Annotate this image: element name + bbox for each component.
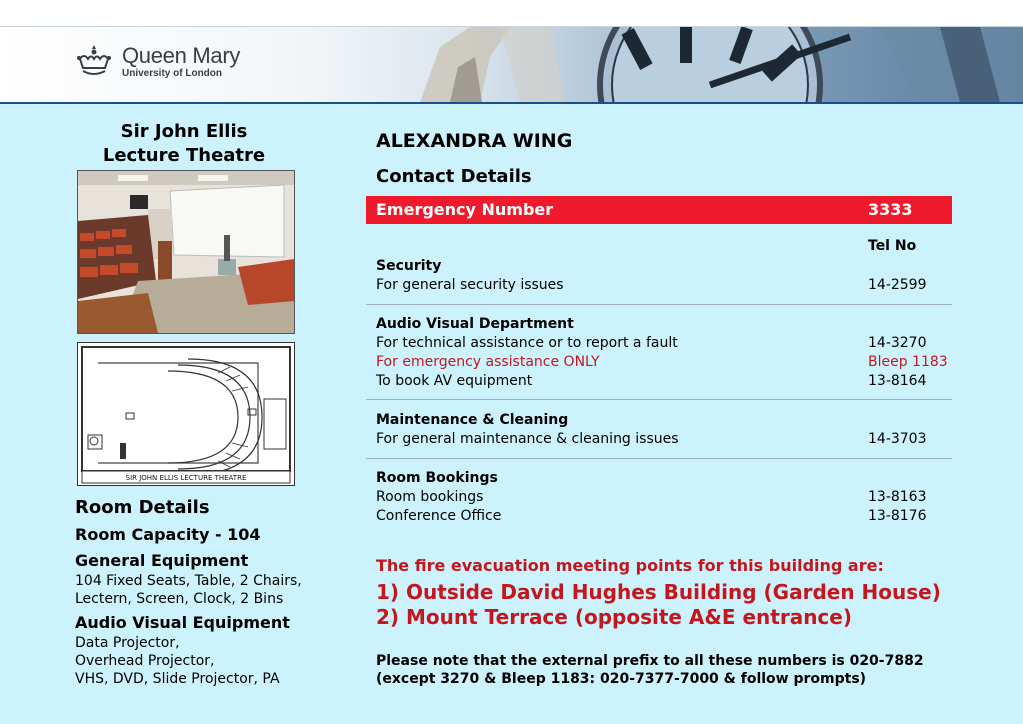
contact-row <box>376 353 952 372</box>
contact-label: To book AV equipment <box>376 373 533 389</box>
header-banner <box>0 27 1023 102</box>
emergency-label: Emergency Number <box>376 200 554 219</box>
section-heading: Security <box>376 258 442 274</box>
general-equipment-heading: General Equipment <box>75 551 249 570</box>
room-capacity: Room Capacity - 104 <box>75 525 261 544</box>
contact-number: 14-2599 <box>868 277 927 293</box>
section-heading: Maintenance & Cleaning <box>376 412 569 428</box>
lecture-theatre-photo <box>77 170 295 334</box>
left-column <box>75 104 302 687</box>
contact-label: For emergency assistance ONLY <box>376 354 600 370</box>
room-details-heading: Room Details <box>75 497 210 518</box>
contact-details-heading: Contact Details <box>376 166 532 187</box>
av-equipment-line: VHS, DVD, Slide Projector, PA <box>75 671 280 687</box>
prefix-note <box>376 652 976 688</box>
fire-meeting-point: 1) Outside David Hughes Building (Garden House) <box>376 580 941 604</box>
contact-row <box>376 276 952 295</box>
prefix-note-line: Please note that the external prefix to all these numbers is 020-7882 <box>376 653 924 669</box>
contact-label: Conference Office <box>376 508 502 524</box>
section-divider <box>366 458 952 459</box>
room-details <box>75 496 335 688</box>
building-name: ALEXANDRA WING <box>376 130 573 152</box>
university-logo[interactable] <box>74 41 241 89</box>
contact-row <box>376 488 952 507</box>
av-equipment-heading: Audio Visual Equipment <box>75 613 290 632</box>
fire-evacuation-intro: The fire evacuation meeting points for this building are: <box>376 556 884 575</box>
clock-tower-photo <box>380 27 1023 102</box>
contact-number: 14-3703 <box>868 431 927 447</box>
contact-row <box>376 507 952 526</box>
emergency-number: 3333 <box>868 200 913 219</box>
section-heading: Room Bookings <box>376 470 498 486</box>
floor-plan <box>77 342 295 486</box>
main-panel <box>0 104 1023 724</box>
contact-label: For general maintenance & cleaning issues <box>376 431 679 447</box>
logo-name: Queen Mary <box>122 43 241 68</box>
logo-subtitle: University of London <box>122 68 222 79</box>
fire-meeting-point: 2) Mount Terrace (opposite A&E entrance) <box>376 605 852 629</box>
av-equipment-line: Overhead Projector, <box>75 653 215 669</box>
contact-number: 13-8176 <box>868 508 927 524</box>
emergency-number-bar <box>366 196 952 224</box>
prefix-note-line: (except 3270 & Bleep 1183: 020-7377-7000 & follow prompts) <box>376 671 867 687</box>
tel-no-header: Tel No <box>868 238 917 254</box>
contact-row <box>376 430 952 449</box>
contact-row <box>376 334 952 353</box>
contact-label: For technical assistance or to report a fault <box>376 335 678 351</box>
contact-number: Bleep 1183 <box>868 354 948 370</box>
venue-title-line2: Lecture Theatre <box>102 145 266 166</box>
section-divider <box>366 304 952 305</box>
fire-evacuation-info <box>376 556 976 630</box>
general-equipment-line: 104 Fixed Seats, Table, 2 Chairs, <box>75 573 302 589</box>
section-heading: Audio Visual Department <box>376 316 574 332</box>
av-equipment-line: Data Projector, <box>75 635 180 651</box>
venue-title <box>75 120 293 168</box>
venue-title-line1: Sir John Ellis <box>120 121 248 142</box>
general-equipment-line: Lectern, Screen, Clock, 2 Bins <box>75 591 284 607</box>
contact-label: For general security issues <box>376 277 564 293</box>
contact-label: Room bookings <box>376 489 484 505</box>
contact-row <box>376 372 952 391</box>
contact-number: 13-8163 <box>868 489 927 505</box>
section-divider <box>366 399 952 400</box>
plan-label: SIR JOHN ELLIS LECTURE THEATRE <box>125 474 247 482</box>
top-strip <box>0 0 1023 27</box>
contact-number: 13-8164 <box>868 373 927 389</box>
contact-number: 14-3270 <box>868 335 927 351</box>
crown-icon <box>74 41 114 81</box>
